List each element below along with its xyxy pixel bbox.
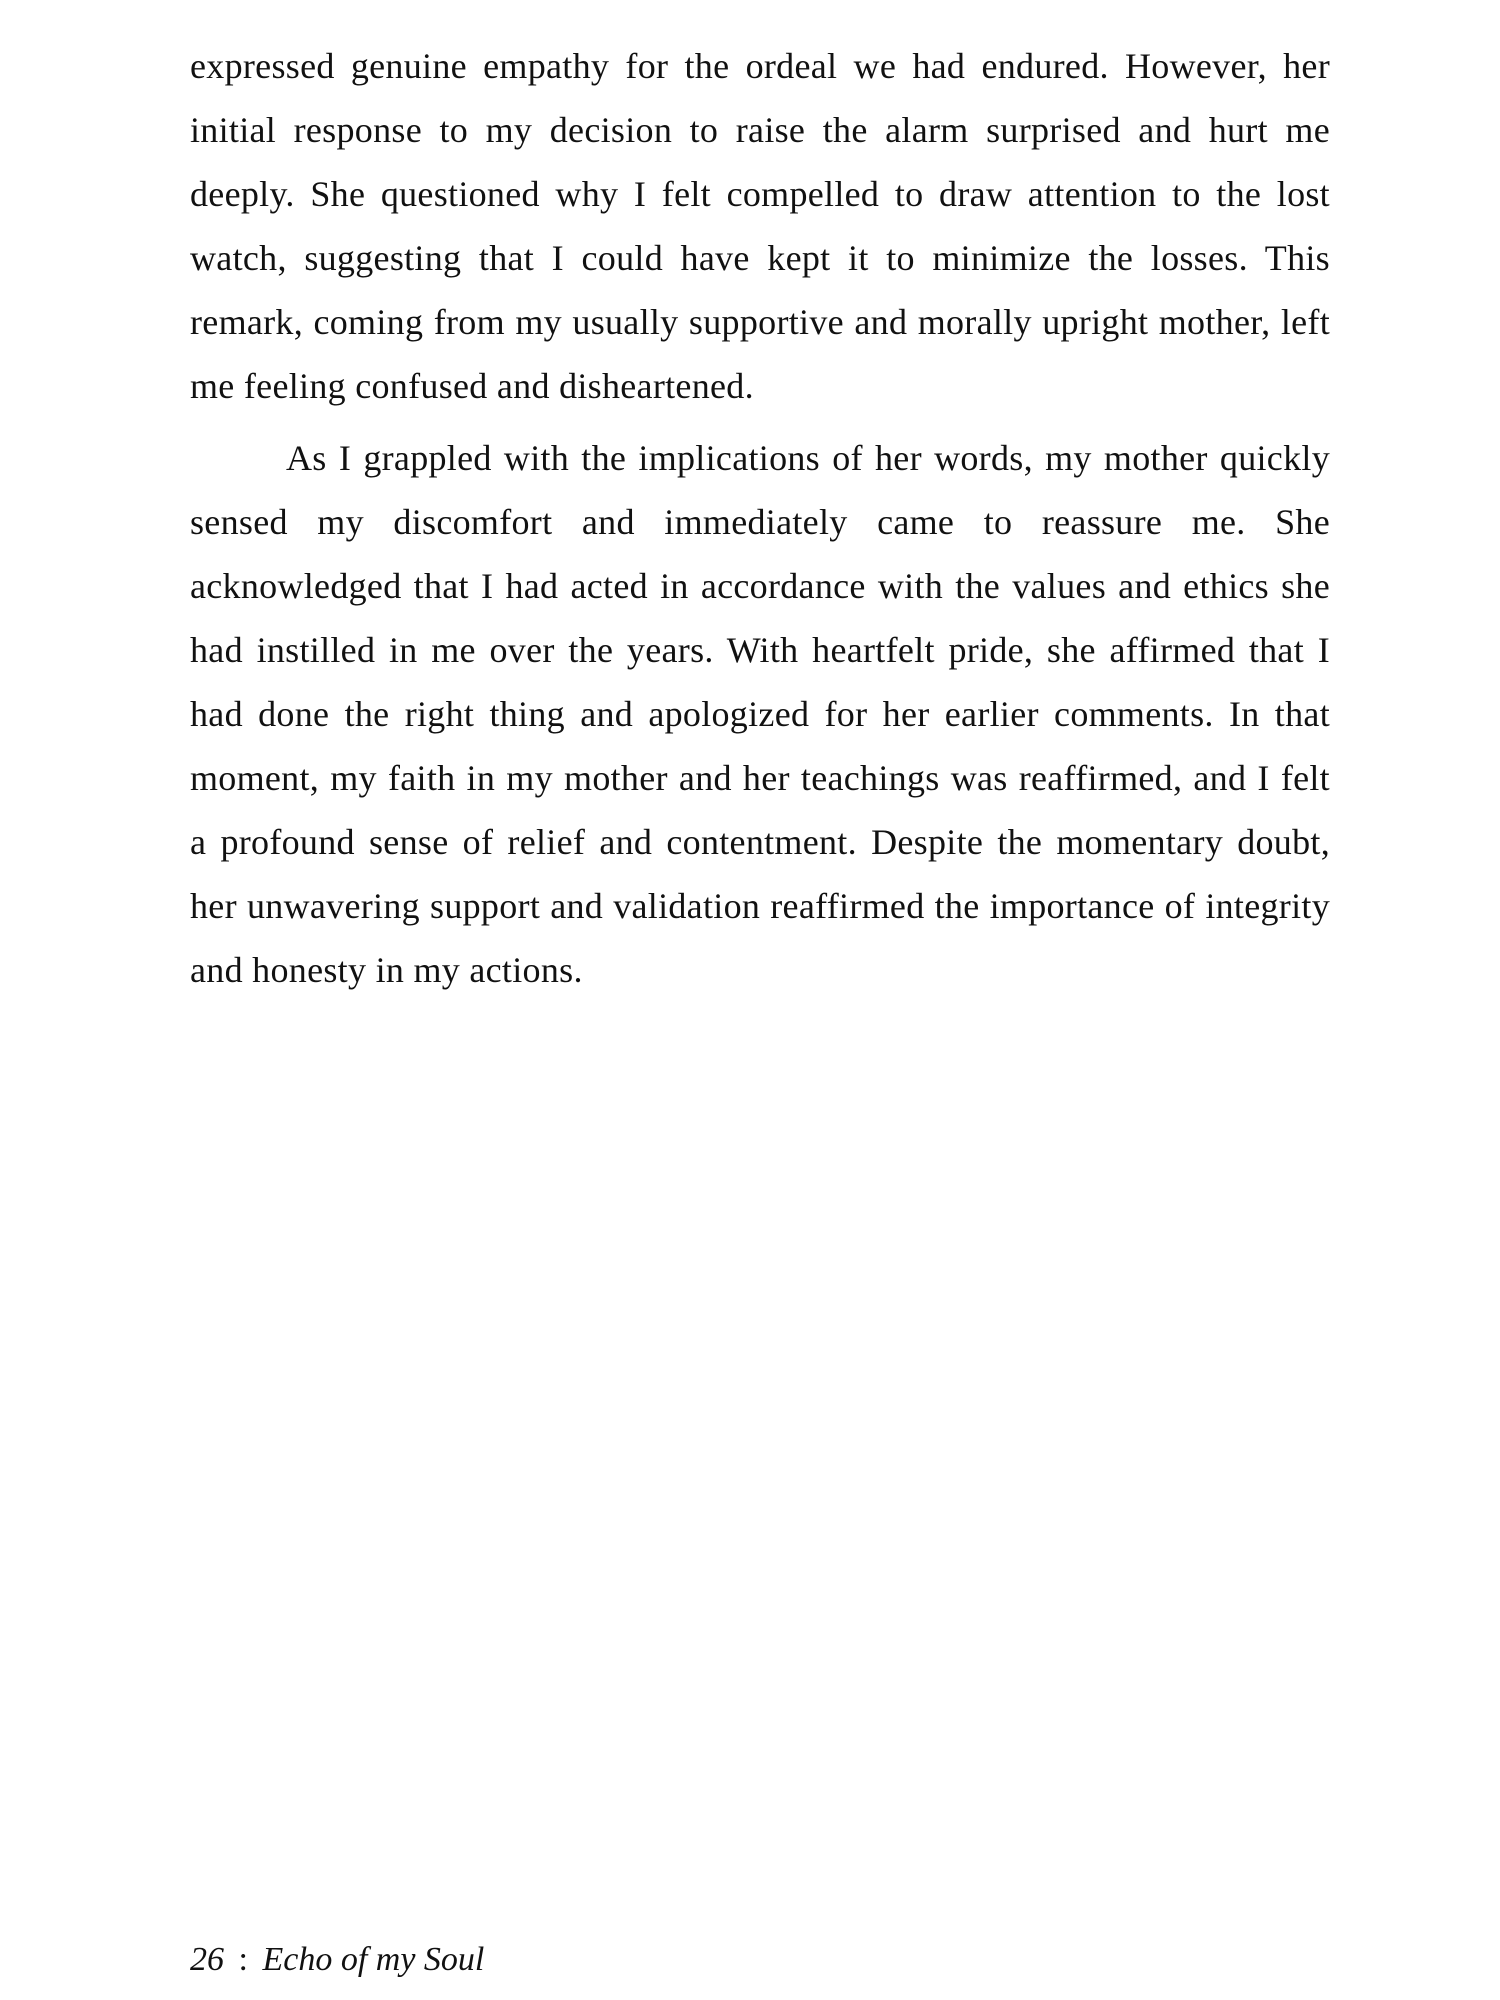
page-number: 26	[190, 1941, 224, 1978]
paragraph-1: expressed genuine empathy for the ordeal we had endured. However, her initial response to my decision to raise the alarm surprised and hurt me deeply. She questioned why I felt compelled to draw attention to the lost watch, suggesting that I could have kept it to minimize the losses. This remark, coming from my usually supportive and morally upright mother, left me feeling confused and disheartened.	[190, 46, 1330, 406]
paragraph-2: As I grappled with the implications of her words, my mother quickly sensed my discomfort and immediately came to reassure me. She acknowledged that I had acted in accordance with the values and ethics she had instilled in me over the years. With heartfelt pride, she affirmed that I had done the right thing and apologized for her earlier comments. In that moment, my faith in my mother and her teachings was reaffirmed, and I felt a profound sense of relief and contentment. Despite the momentary doubt, her unwavering support and validation reaffirmed the importance of integrity and honesty in my actions.	[190, 438, 1330, 990]
page-footer	[190, 1940, 484, 1980]
page-body	[190, 34, 1330, 1002]
book-title: Echo of my Soul	[262, 1941, 485, 1978]
footer-separator: :	[238, 1941, 248, 1978]
